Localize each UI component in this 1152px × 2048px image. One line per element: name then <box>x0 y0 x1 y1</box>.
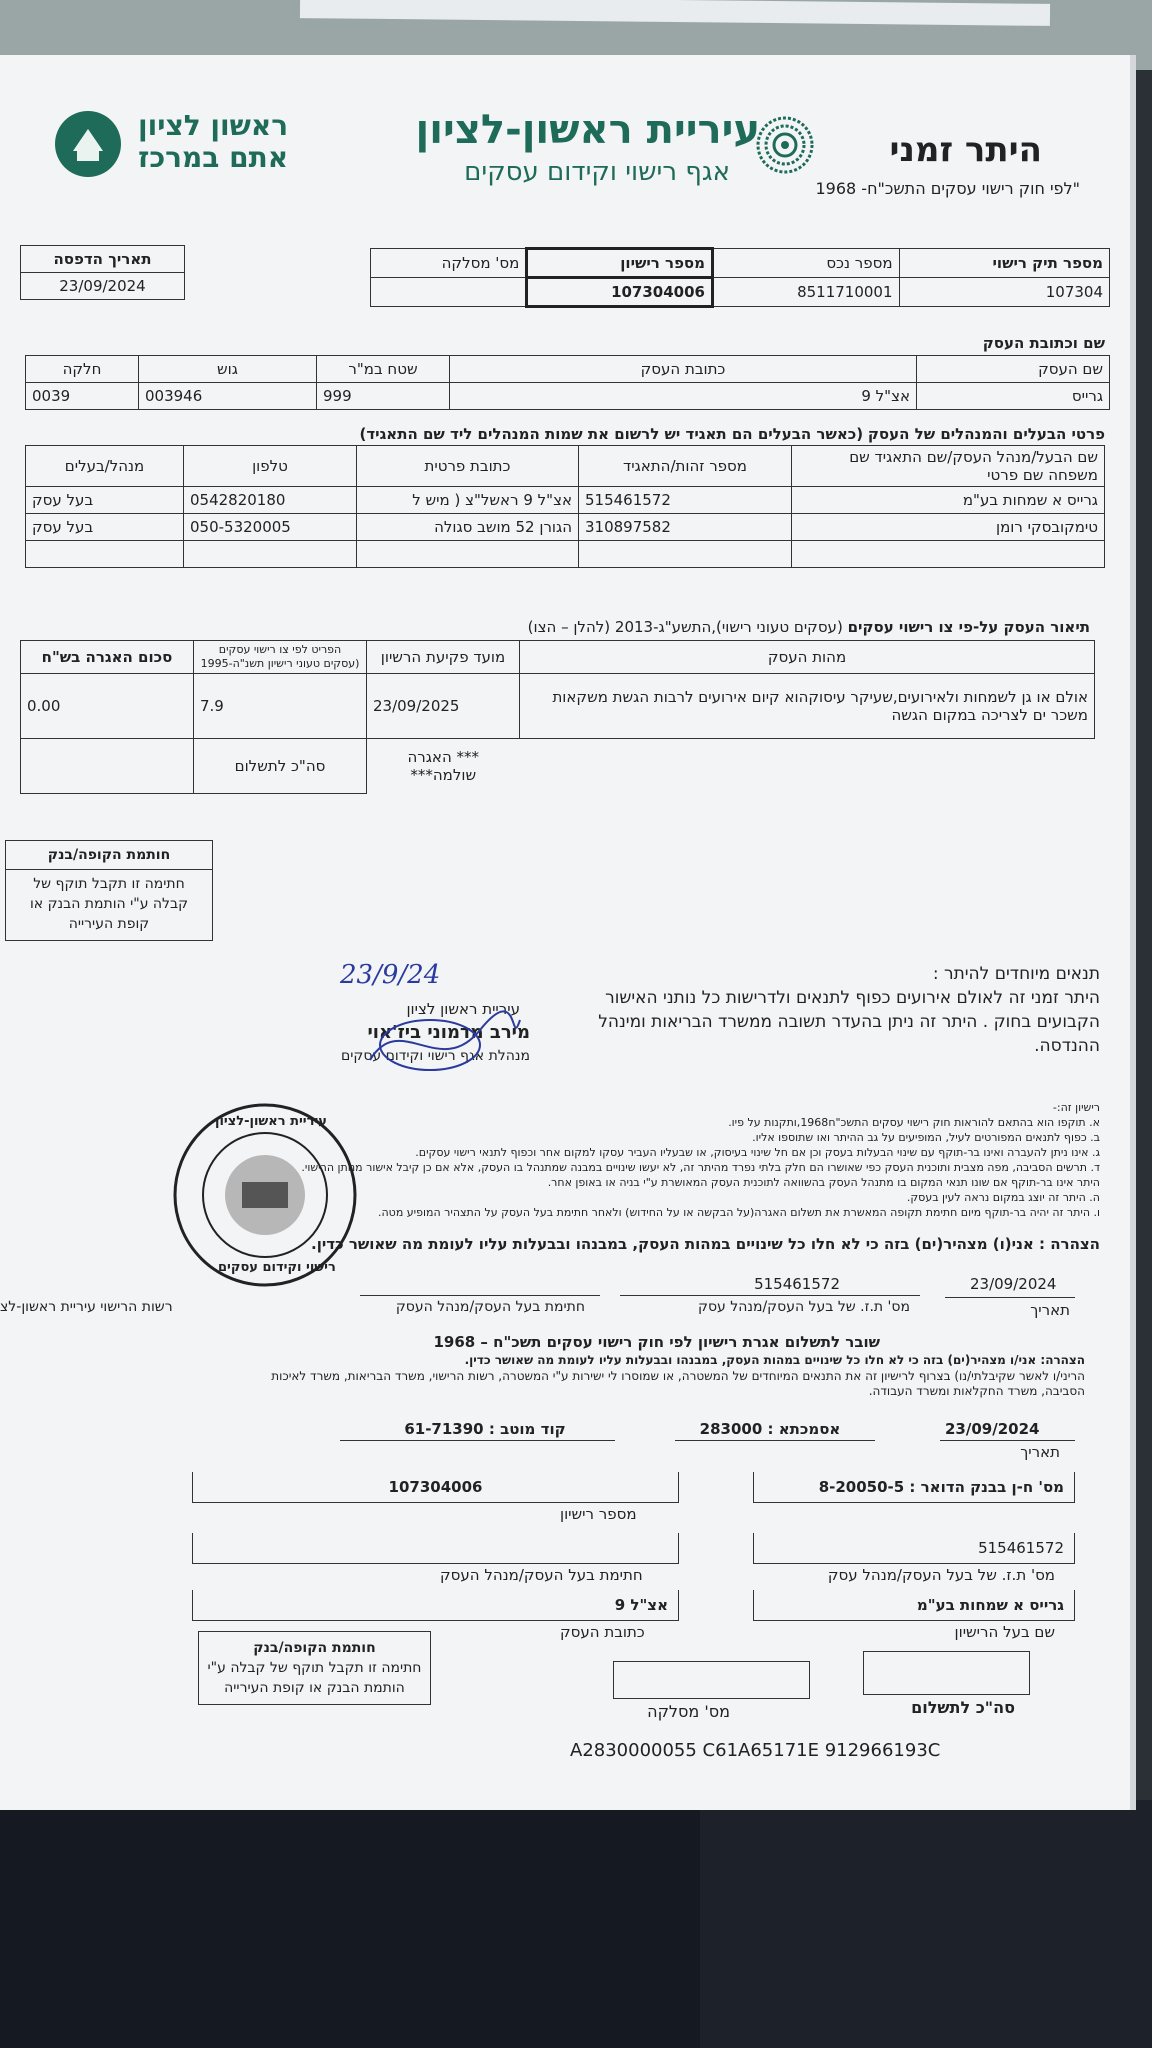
desk-background-bottom <box>0 1800 1152 2048</box>
voucher-date-value: 23/09/2024 <box>945 1420 1040 1438</box>
owner-address: אצ"ל 9 ראשל"צ ( מיש ל <box>357 487 579 514</box>
license-number-value: 107304006 <box>527 278 713 307</box>
owners-section-title: פרטי הבעלים והמנהלים של העסק <box>867 425 1105 443</box>
voucher-date-label: תאריך <box>1020 1443 1060 1461</box>
voucher-license-value: 107304006 <box>192 1472 679 1503</box>
logo-line1: ראשון לציון <box>138 109 289 142</box>
signatory-role: מנהלת אגף רישוי וקידום עסקים <box>340 1048 530 1064</box>
declaration-id-value: 515461572 <box>754 1275 840 1293</box>
logo-slogan <box>138 110 288 174</box>
barcode-text: A2830000055 C61A65171E 912966193C <box>570 1740 941 1761</box>
permit-document <box>0 55 1136 1810</box>
item-value: 7.9 <box>194 674 367 739</box>
owner-address: הגורן 52 מושב סגולה <box>357 514 579 541</box>
owner-address <box>357 541 579 568</box>
description-table <box>20 640 1095 794</box>
table-row <box>26 514 1105 541</box>
item-header: הפריט לפי צו רישוי עסקים (עסקים טעוני רישיון תשנ"ה-1995 <box>194 641 367 674</box>
description-section-title: תיאור העסק על-פי צו רישוי עסקים <box>847 618 1090 636</box>
cashier-stamp-box <box>5 840 213 941</box>
business-section-title: שם וכתובת העסק <box>982 334 1105 352</box>
voucher-bank-account: מס' ח-ן בבנק הדואר : 8-20050-5 <box>753 1472 1075 1503</box>
owners-section-heading <box>360 425 1106 443</box>
owner-role-header: מנהל/בעלים <box>26 446 184 487</box>
voucher-owner-label: שם בעל הרישיון <box>954 1623 1055 1641</box>
print-date-label: תאריך הדפסה <box>21 246 185 273</box>
note-item: ג. אינו ניתן להעברה ואינו בר-תוקף עם שינוי הבעלות בעסק וכן אם חל שינוי בעיסוק, או שבעליו העביר עסקו למקום אחר וכפוף לתנאי רישוי עסקים. <box>415 1146 1100 1159</box>
paper-edge <box>300 0 1050 26</box>
owner-phone: 0542820180 <box>184 487 357 514</box>
license-file-header: מספר תיק רישוי <box>899 249 1109 278</box>
voucher-signature-label: חתימת בעל העסק/מנהל העסק <box>440 1566 643 1584</box>
notes-title: רישיון זה:- <box>1052 1101 1100 1114</box>
shadow-area <box>0 1800 700 2048</box>
conditions-text: היתר זמני זה לאולם אירועים כפוף לתנאים ולדרישות כל נותני האישור הקבועים בחוק . היתר זה ניתן בהעדר תשובה ממשרד הבריאות ומינהל ההנדסה. <box>598 988 1100 1056</box>
voucher-date-line <box>940 1440 1075 1441</box>
voucher-address-value: אצ"ל 9 <box>192 1590 679 1621</box>
business-address-value: אצ"ל 9 <box>450 383 917 410</box>
cashier-box-text: חתימה זו תקבל תוקף של קבלה ע"י הותמת הבנק או קופת העירייה <box>29 876 189 932</box>
declaration-signature-label: חתימת בעל העסק/מנהל העסק <box>395 1299 585 1315</box>
owner-role <box>26 541 184 568</box>
owner-name: גרייס א שמחות בע"מ <box>792 487 1105 514</box>
voucher-reference-line <box>675 1440 875 1441</box>
note-item: ו. היתר זה יהיה בר-תוקף מיום חתימת תקופה המאשרת את תשלום האגרה(על הבקשה או על החידוש) ולאחר חתימת בעל העסק על התצהיר המופיע מטה. <box>378 1206 1100 1219</box>
voucher-owner-value: גרייס א שמחות בע"מ <box>753 1590 1075 1621</box>
voucher-title: שובר לתשלום אגרת רישיון לפי חוק רישוי עסקים תשכ"ח – 1968 <box>433 1333 880 1351</box>
logo-line2: אתם במרכז <box>138 141 289 174</box>
ids-table <box>370 247 1110 308</box>
description-section-note: (עסקים טעוני רישוי),התשע"ג-2013 (להלן – הצו) <box>527 618 843 636</box>
voucher-beneficiary-code: קוד מוטב : 61-71390 <box>404 1420 566 1438</box>
clearing-box <box>613 1661 810 1699</box>
business-name-header: שם העסק <box>917 356 1110 383</box>
total-payment-box <box>863 1651 1030 1695</box>
owner-role: בעל עסק <box>26 514 184 541</box>
note-item: ב. כפוף לתנאים המפורטים לעיל, המופיעים על גב ההיתר ואו שתוספו אליו. <box>752 1131 1100 1144</box>
declaration-label: הצהרה : <box>1039 1235 1100 1253</box>
note-item: ד. תרשים הסביבה, מפה מצבית ותוכנית העסק כפי שאושרו הם חלק בלתי נפרד מהיתר זה, לא יעשו שינויים במבנה שמתנהל בו העסק, אלא אם כן קיבל אישור מנותן הרישוי. <box>301 1161 1100 1174</box>
block-value: 003946 <box>139 383 317 410</box>
voucher-cashier-stamp-box <box>198 1631 431 1705</box>
area-value: 999 <box>317 383 450 410</box>
clearing-number-value <box>371 278 527 307</box>
business-name-value: גרייס <box>917 383 1110 410</box>
permit-title: היתר זמני <box>889 130 1042 170</box>
owner-id-header: מספר זהות/התאגיד <box>579 446 792 487</box>
voucher-reference: אסמכתא : 283000 <box>699 1420 841 1438</box>
print-date-value: 23/09/2024 <box>21 273 185 300</box>
total-label: סה"כ לתשלום <box>194 739 367 794</box>
area-header: שטח במ"ר <box>317 356 450 383</box>
table-row <box>26 541 1105 568</box>
owner-name-header: שם הבעל/מנהל העסק/שם התאגיד שם משפחה שם פרטי <box>792 446 1105 487</box>
voucher-beneficiary-line <box>340 1440 615 1441</box>
note-item: ה. היתר זה יוצג במקום נראה לעין בעסק. <box>906 1191 1100 1204</box>
declaration-id-line <box>620 1295 920 1296</box>
special-conditions <box>540 962 1100 1058</box>
declaration-signature-line <box>360 1295 600 1296</box>
owner-name <box>792 541 1105 568</box>
stamp-top-text: עיריית ראשון-לציון <box>215 1114 327 1129</box>
voucher-cashier-title: חותמת הקופה/בנק <box>253 1640 376 1656</box>
business-table <box>25 355 1110 410</box>
owner-name: טימקובסקי רומן <box>792 514 1105 541</box>
owner-address-header: כתובת פרטית <box>357 446 579 487</box>
description-section-heading <box>528 618 1090 636</box>
declaration-text: אני(ו) מצהיר(ים) בזה כי לא חלו כל שינויים במהות העסק, במבנהו ובבעלות עליו לעומת מה שאושר כדין. <box>311 1235 1034 1253</box>
note-item: היתר אינו בר-תוקף אם שונו תנאי המקום בו מתנהל העסק בהשוואה לתוכנית העסק המאושרת ע"י בניה או באופן אחר. <box>547 1176 1100 1189</box>
amount-header: סכום האגרה בש"ח <box>21 641 194 674</box>
voucher-declaration2: הריני/ו לאשר שקיבלתי/נו) בצרוף לרישיון זה את התנאים המיוחדים של המשטרה, או שמוסרו לי ישירות ע"י המשטרה, רשות הרישוי, משרד הבריאות, משרד לאיכות הסביבה, משרד החקלאות ומשרד העבודה. <box>271 1369 1085 1398</box>
owner-phone: 050-5320005 <box>184 514 357 541</box>
stamp-bottom-text: רישוי וקידום עסקים <box>218 1260 336 1275</box>
signature-city: עיריית ראשון לציון <box>406 1000 520 1018</box>
stamp-side-text: רשות הרישוי עיריית ראשון-לצ <box>0 1299 173 1315</box>
owners-table <box>25 445 1105 568</box>
owner-id: 310897582 <box>579 514 792 541</box>
signature-block <box>310 960 540 1090</box>
nature-value: אולם או גן לשמחות ולאירועים,שעיקר עיסוקהוא קיום אירועים לרבות הגשת משקאות משכר ים לצריכה במקום הגשה <box>520 674 1095 739</box>
city-spiral-logo-icon <box>755 115 815 175</box>
conditions-title: תנאים מיוחדים להיתר : <box>932 964 1100 984</box>
city-name: עיריית ראשון-לציון <box>415 107 760 153</box>
fee-paid-note: *** האגרה שולמה*** <box>407 748 480 785</box>
municipal-round-stamp-icon <box>170 1100 360 1290</box>
voucher-id-label: מס' ת.ז. של בעל העסק/מנהל עסק <box>827 1566 1055 1584</box>
voucher-address-label: כתובת העסק <box>560 1623 645 1641</box>
clearing-number-header: מס' מסלקה <box>371 249 527 278</box>
print-date-table <box>20 245 185 300</box>
voucher-declaration: הצהרה: אני/ו מצהיר(ים) בזה כי לא חלו כל שינויים במהות העסק, במבנהו ובבעלות עליו לעומת מה שאושר כדין. <box>464 1353 1085 1367</box>
license-file-value: 107304 <box>899 278 1109 307</box>
voucher-signature-box <box>192 1533 679 1564</box>
voucher-total-label: סה"כ לתשלום <box>911 1698 1015 1717</box>
expiry-value: 23/09/2025 <box>367 674 520 739</box>
nature-header: מהות העסק <box>520 641 1095 674</box>
amount-value: 0.00 <box>21 674 194 739</box>
handwritten-date: 23/9/24 <box>340 960 441 990</box>
handwritten-signature-icon <box>310 990 530 1080</box>
owner-phone <box>184 541 357 568</box>
owner-phone-header: טלפון <box>184 446 357 487</box>
owner-role: בעל עסק <box>26 487 184 514</box>
note-item: א. תוקפו הוא בהתאם להוראות חוק רישוי עסקים התשכ"ח1968,ותקנות על פיו. <box>728 1116 1100 1129</box>
voucher-license-label: מספר רישיון <box>560 1505 637 1523</box>
expiry-header: מועד פקיעת הרשיון <box>367 641 520 674</box>
declaration-date-label: תאריך <box>1030 1301 1070 1319</box>
property-number-value: 8511710001 <box>713 278 900 307</box>
owner-id <box>579 541 792 568</box>
owner-id: 515461572 <box>579 487 792 514</box>
voucher-cashier-text: חתימה זו תקבל תוקף של קבלה ע"י הותמת הבנק או קופת העירייה <box>207 1660 422 1696</box>
owners-section-note: (כאשר הבעלים הם תאגיד יש לרשום את שמות המנהלים ליד שם התאגיד) <box>359 425 864 443</box>
signatory-name: מירב מדמוני ביז'אוי <box>367 1022 530 1043</box>
voucher-clearing-label: מס' מסלקה <box>647 1702 730 1721</box>
table-row <box>26 487 1105 514</box>
cashier-box-title: חותמת הקופה/בנק <box>6 841 212 870</box>
department-name: אגף רישוי וקידום עסקים <box>464 157 730 187</box>
city-emblem-icon <box>55 111 121 177</box>
declaration-date-line <box>945 1297 1075 1298</box>
parcel-header: חלקה <box>26 356 139 383</box>
voucher-id-value: 515461572 <box>753 1533 1075 1564</box>
business-address-header: כתובת העסק <box>450 356 917 383</box>
block-header: גוש <box>139 356 317 383</box>
parcel-value: 0039 <box>26 383 139 410</box>
property-number-header: מספר נכס <box>713 249 900 278</box>
license-number-header: מספר רישיון <box>527 249 713 278</box>
permit-law: "לפי חוק רישוי עסקים התשכ"ח- 1968 <box>815 179 1080 198</box>
declaration-date-value: 23/09/2024 <box>970 1275 1057 1293</box>
declaration-id-label: מס' ת.ז. של בעל העסק/מנהל עסק <box>698 1299 910 1315</box>
